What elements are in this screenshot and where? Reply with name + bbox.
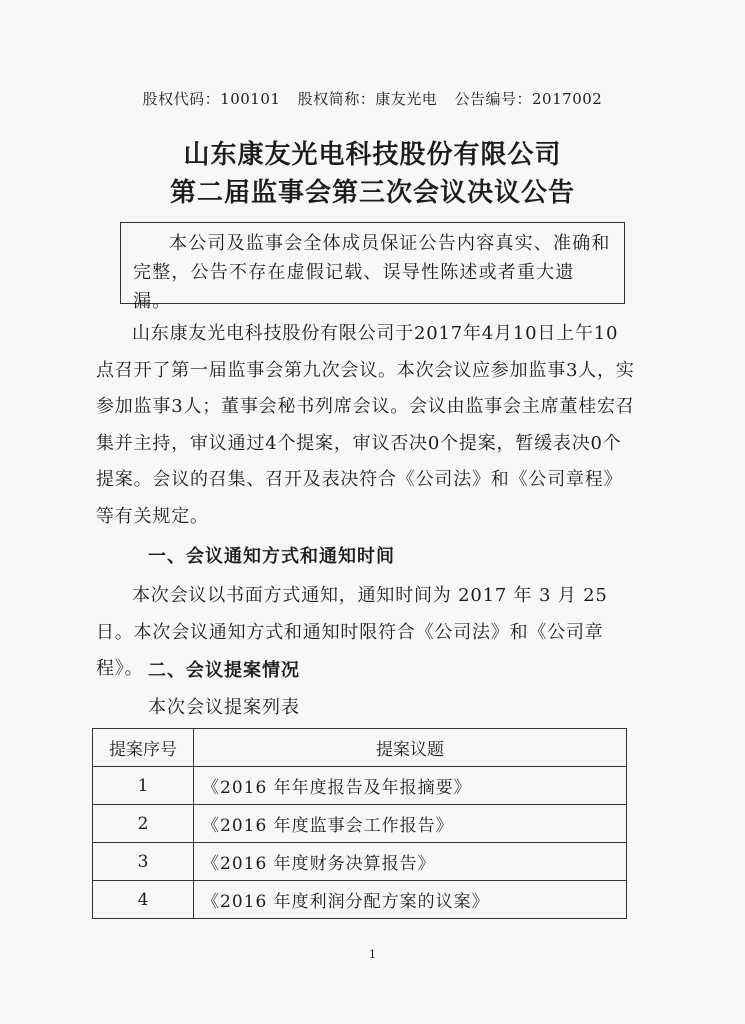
page-number: 1 (369, 948, 376, 961)
guarantee-notice-box (120, 222, 625, 312)
intro-paragraph (96, 316, 636, 535)
proposal-number: 3 (93, 843, 194, 881)
proposal-topic: 《2016 年度财务决算报告》 (194, 843, 627, 881)
proposal-topic: 《2016 年年度报告及年报摘要》 (194, 767, 627, 805)
section-1-heading: 一、会议通知方式和通知时间 (148, 546, 395, 567)
table-header-row (93, 729, 627, 767)
proposal-number: 2 (93, 805, 194, 843)
proposals-table (92, 728, 627, 919)
announcement-title: 第二届监事会第三次会议决议公告 (169, 178, 575, 208)
announcement-header (0, 88, 745, 109)
table-row (93, 843, 627, 881)
stock-abbreviation: 股权简称：康友光电 (297, 90, 438, 108)
stock-code: 股权代码：100101 (142, 90, 281, 108)
proposal-topic: 《2016 年度监事会工作报告》 (194, 805, 627, 843)
announcement-number: 公告编号：2017002 (454, 90, 603, 108)
header-cell-topic: 提案议题 (194, 729, 627, 767)
proposal-topic: 《2016 年度利润分配方案的议案》 (194, 881, 627, 919)
section-1-text: 本次会议以书面方式通知，通知时间为 2017 年 3 月 25 日。本次会议通知方式和通知时限符合《公司法》和《公司章程》。 (96, 585, 608, 679)
proposal-number: 4 (93, 881, 194, 919)
intro-text: 山东康友光电科技股份有限公司于2017年4月10日上午10点召开了第一届监事会第九次会议。本次会议应参加监事3人，实参加监事3人；董事会秘书列席会议。会议由监事会主席董桂宏召集并主持，审议通过4个提案，审议否决0个提案，暂缓表决0个提案。会议的召集、召开及表决符合《公司法》和《公司章程》等有关规定。 (96, 323, 635, 527)
proposal-number: 1 (93, 767, 194, 805)
table-row (93, 767, 627, 805)
table-row (93, 881, 627, 919)
section-2-heading: 二、会议提案情况 (148, 660, 300, 681)
table-row (93, 805, 627, 843)
company-title: 山东康友光电科技股份有限公司 (183, 140, 562, 170)
table-caption: 本次会议提案列表 (148, 697, 300, 718)
header-cell-number: 提案序号 (93, 729, 194, 767)
guarantee-notice-text: 本公司及监事会全体成员保证公告内容真实、准确和完整，公告不存在虚假记载、误导性陈述或者重大遗漏。 (133, 233, 611, 312)
